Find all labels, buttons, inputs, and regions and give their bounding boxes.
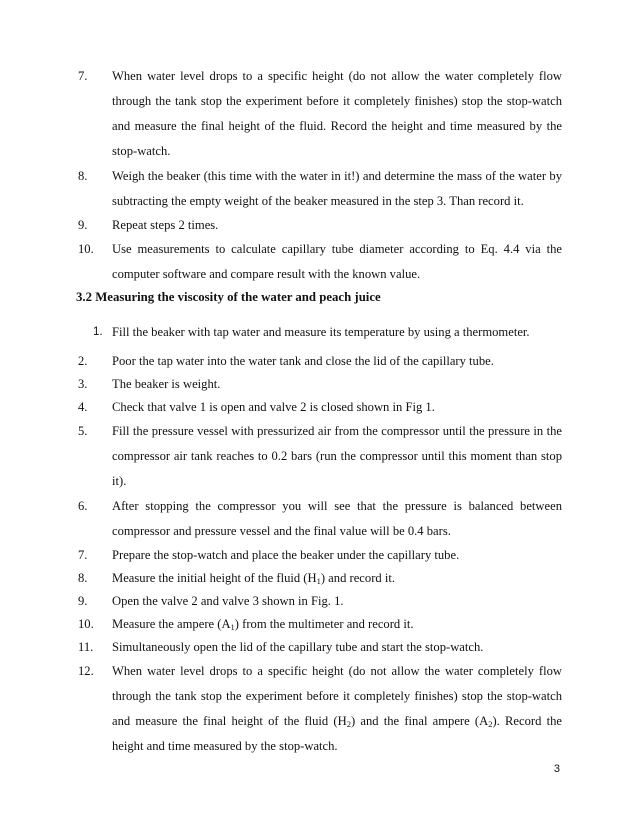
list-item bbox=[0, 237, 638, 287]
list-text-mid: ) and the final ampere (A bbox=[350, 714, 489, 728]
list-item bbox=[0, 636, 638, 659]
list-text: Weigh the beaker (this time with the water in it!) and determine the mass of the water by subtracting the empty weight of the beaker measured in the step 3. Than record it. bbox=[112, 169, 562, 208]
list-number: 8. bbox=[78, 571, 88, 585]
page-number: 3 bbox=[553, 763, 560, 775]
list-text: Open the valve 2 and valve 3 shown in Fig. 1. bbox=[112, 594, 344, 608]
list-item bbox=[0, 214, 638, 237]
list-number: 9. bbox=[78, 594, 88, 608]
list-text: Check that valve 1 is open and valve 2 is closed shown in Fig 1. bbox=[112, 400, 435, 414]
list-number: 2. bbox=[78, 354, 88, 368]
list-item bbox=[0, 613, 638, 636]
list-text: Fill the pressure vessel with pressurized air from the compressor until the pressure in the compressor air tank reaches to 0.2 bars (run the compressor until this moment than stop it). bbox=[112, 424, 562, 488]
list-number: 4. bbox=[78, 400, 88, 414]
list-number: 7. bbox=[78, 69, 88, 83]
list-number: 8. bbox=[78, 169, 88, 183]
list-item bbox=[0, 567, 638, 590]
list-item bbox=[0, 164, 638, 214]
list-text: Repeat steps 2 times. bbox=[112, 218, 219, 232]
list-text: Fill the beaker with tap water and measure its temperature by using a thermometer. bbox=[112, 325, 530, 339]
list-text: The beaker is weight. bbox=[112, 377, 221, 391]
list-text-pre: Measure the initial height of the fluid (H bbox=[112, 571, 317, 585]
list-item bbox=[0, 64, 638, 164]
list-text-pre: When water level drops to a specific height (do not allow the water completely flow through the tank stop the experiment before it completely finishes) stop the stop-watch and measure the final height of the fluid (H bbox=[112, 664, 562, 728]
list-number: 11. bbox=[78, 640, 94, 654]
list-number: 1. bbox=[93, 326, 103, 338]
section-heading: 3.2 Measuring the viscosity of the water and peach juice bbox=[76, 290, 381, 304]
list-item bbox=[0, 350, 638, 373]
list-number: 9. bbox=[78, 218, 88, 232]
list-item bbox=[0, 590, 638, 613]
list-item bbox=[0, 659, 638, 759]
list-item bbox=[0, 396, 638, 419]
list-item bbox=[0, 419, 638, 494]
list-number: 12. bbox=[78, 664, 94, 678]
list-text: After stopping the compressor you will see that the pressure is balanced between compressor and pressure vessel and the final value will be 0.4 bars. bbox=[112, 499, 562, 538]
procedure-list-viscosity bbox=[0, 321, 638, 759]
list-item bbox=[0, 494, 638, 544]
list-text-post: ) and record it. bbox=[320, 571, 395, 585]
list-text: When water level drops to a specific height (do not allow the water completely flow through the tank stop the experiment before it completely finishes) stop the stop-watch and measure the final height of the fluid. Record the height and time measured by the stop-watch. bbox=[112, 69, 562, 158]
list-number: 10. bbox=[78, 242, 94, 256]
list-text-pre: Measure the ampere (A bbox=[112, 617, 231, 631]
list-number: 5. bbox=[78, 424, 88, 438]
list-text: Simultaneously open the lid of the capillary tube and start the stop-watch. bbox=[112, 640, 484, 654]
subscript: 2 bbox=[488, 719, 493, 729]
list-number: 6. bbox=[78, 499, 88, 513]
list-text: Poor the tap water into the water tank and close the lid of the capillary tube. bbox=[112, 354, 494, 368]
subscript: 1 bbox=[316, 576, 321, 586]
list-text-post: ) from the multimeter and record it. bbox=[234, 617, 414, 631]
list-text-post: ). Record the height and time measured by the stop-watch. bbox=[112, 714, 562, 753]
list-number: 3. bbox=[78, 377, 88, 391]
list-text: Prepare the stop-watch and place the beaker under the capillary tube. bbox=[112, 548, 460, 562]
list-text: Use measurements to calculate capillary tube diameter according to Eq. 4.4 via the computer software and compare result with the known value. bbox=[112, 242, 562, 281]
subscript: 1 bbox=[230, 622, 235, 632]
list-number: 7. bbox=[78, 548, 88, 562]
list-item bbox=[0, 321, 638, 344]
list-number: 10. bbox=[78, 617, 94, 631]
procedure-list-continued bbox=[0, 64, 638, 287]
subscript: 2 bbox=[346, 719, 351, 729]
list-item bbox=[0, 544, 638, 567]
list-item bbox=[0, 373, 638, 396]
